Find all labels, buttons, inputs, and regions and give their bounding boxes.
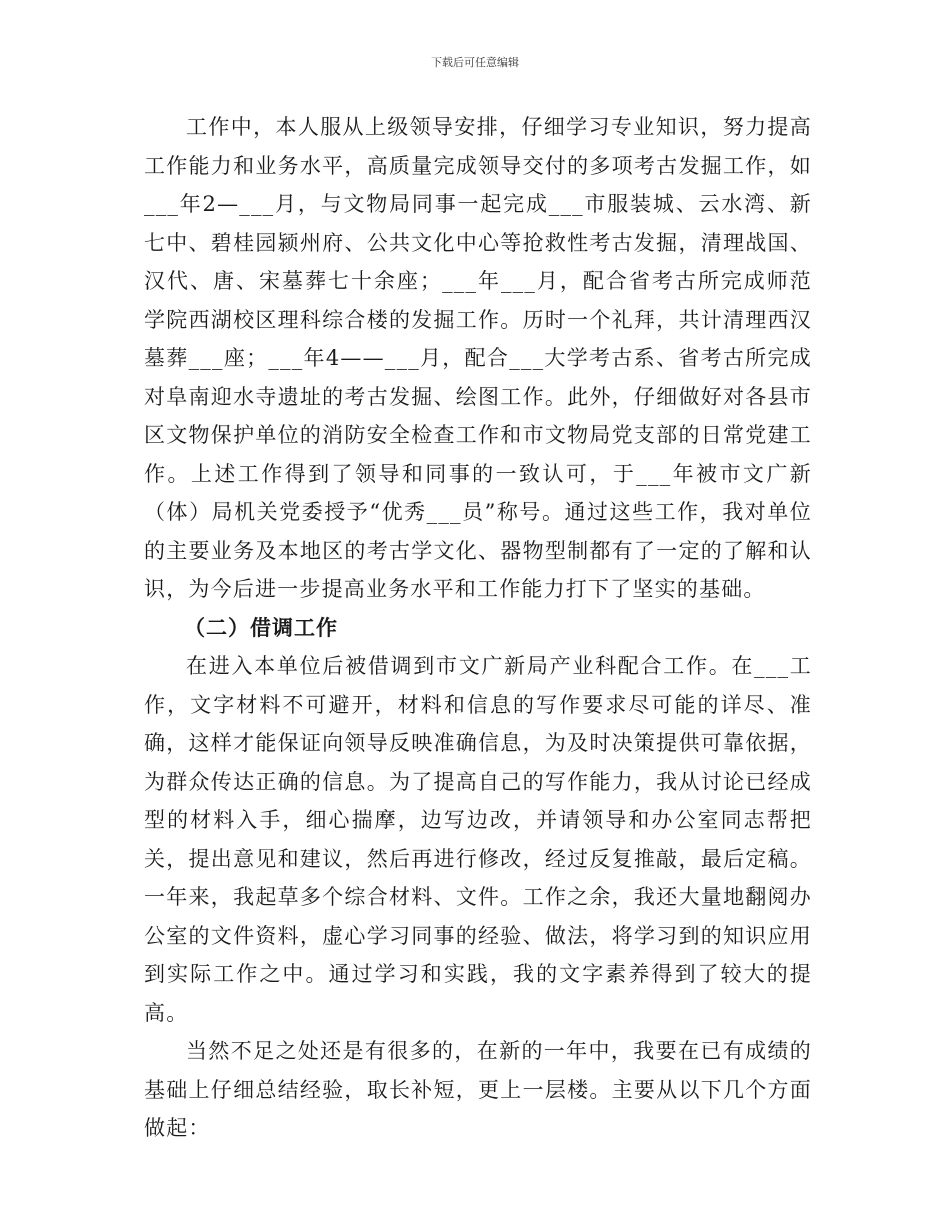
section-heading-secondment: （二）借调工作	[184, 615, 338, 640]
document-body	[144, 108, 812, 1148]
page-header-note: 下载后可任意编辑	[431, 56, 519, 69]
paragraph-work-achievements: 工作中，本人服从上级领导安排，仔细学习专业知识，努力提高工作能力和业务水平，高质量完成领导交付的多项考古发掘工作，如___年2—___月，与文物局同事一起完成___市服装城、云水湾、新七中、碧桂园颍州府、公共文化中心等抢救性考古发掘，清理战国、汉代、唐、宋墓葬七十余座；___年___月，配合省考古所完成师范学院西湖校区理科综合楼的发掘工作。历时一个礼拜，共计清理西汉墓葬___座；___年4——___月，配合___大学考古系、省考古所完成对阜南迎水寺遗址的考古发掘、绘图工作。此外，仔细做好对各县市区文物保护单位的消防安全检查工作和市文物局党支部的日常党建工作。上述工作得到了领导和同事的一致认可，于___年被市文广新（体）局机关党委授予“优秀___员”称号。通过这些工作，我对单位的主要业务及本地区的考古学文化、器物型制都有了一定的了解和认识，为今后进一步提高业务水平和工作能力打下了坚实的基础。	[144, 115, 812, 601]
paragraph-secondment-work: 在进入本单位后被借调到市文广新局产业科配合工作。在___工作，文字材料不可避开，材料和信息的写作要求尽可能的详尽、准确，这样才能保证向领导反映准确信息，为及时决策提供可靠依据，为群众传达正确的信息。为了提高自己的写作能力，我从讨论已经成型的材料入手，细心揣摩，边写边改，并请领导和办公室同志帮把关，提出意见和建议，然后再进行修改，经过反复推敲，最后定稿。一年来，我起草多个综合材料、文件。工作之余，我还大量地翻阅办公室的文件资料，虚心学习同事的经验、做法，将学习到的知识应用到实际工作之中。通过学习和实践，我的文字素养得到了较大的提高。	[144, 654, 812, 1025]
paragraph-shortcomings: 当然不足之处还是有很多的，在新的一年中，我要在已有成绩的基础上仔细总结经验，取长补短，更上一层楼。主要从以下几个方面做起：	[144, 1039, 812, 1140]
